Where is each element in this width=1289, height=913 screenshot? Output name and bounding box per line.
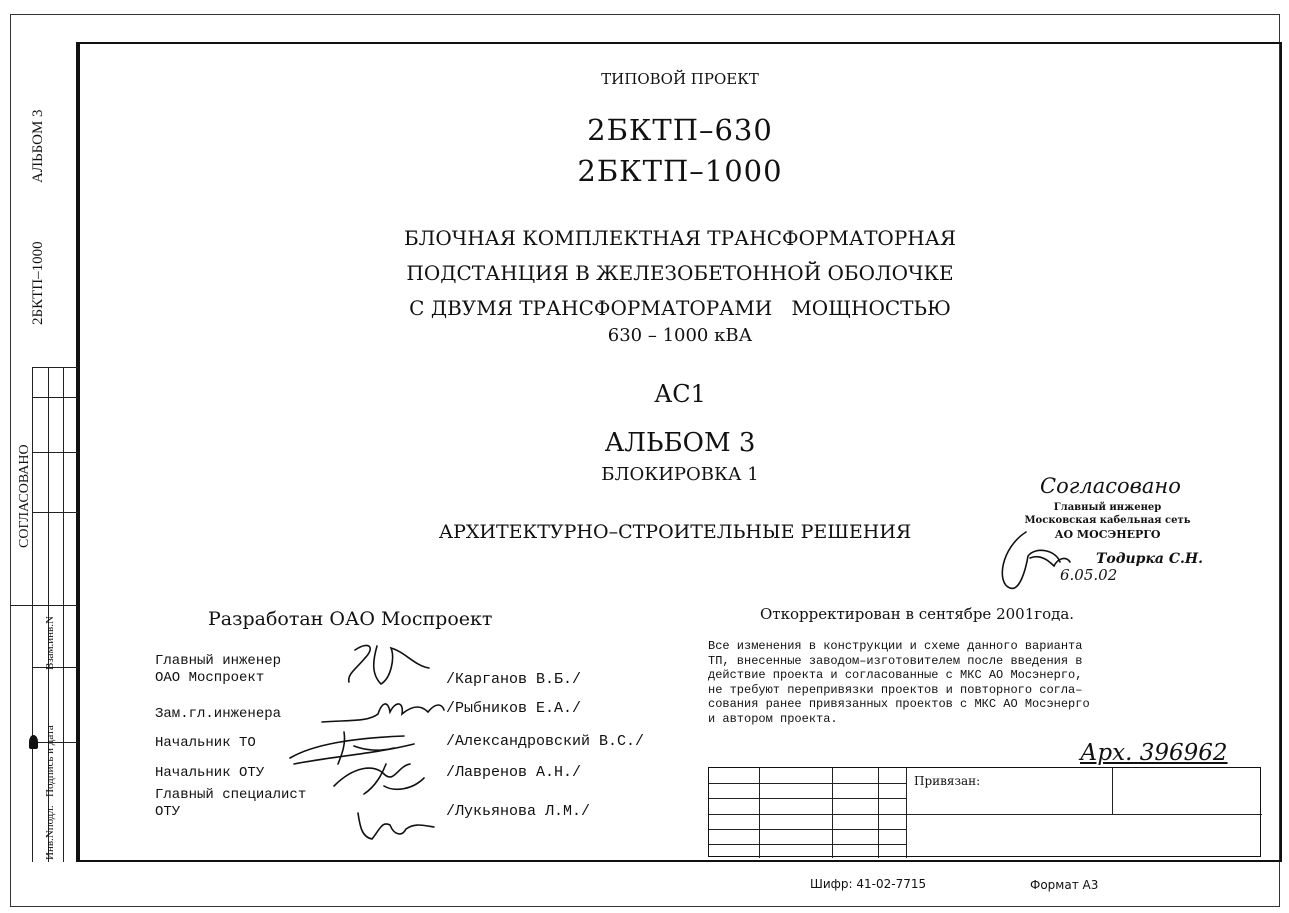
developer-title: Разработан ОАО Моспроект [208, 608, 493, 630]
role-chief-specialist: Главный специалист ОТУ [155, 787, 307, 820]
side-mark-icon [29, 735, 38, 749]
stamp-line-2: Московская кабельная сеть [1024, 515, 1191, 526]
format-label: Формат А3 [1030, 878, 1099, 892]
stamp-line-3: АО МОСЭНЕРГО [1054, 528, 1161, 541]
signature-rybnikov [318, 692, 448, 728]
desc-line-1: БЛОЧНАЯ КОМПЛЕКТНАЯ ТРАНСФОРМАТОРНАЯ [403, 226, 957, 250]
role-chief-engineer: Главный инженер ОАО Моспроект [155, 653, 282, 686]
role-head-to: Начальник ТО [155, 735, 256, 751]
cipher: Шифр: 41-02-7715 [810, 877, 927, 891]
stamp-handwritten: Согласовано [1040, 474, 1181, 498]
desc-line-2: ПОДСТАНЦИЯ В ЖЕЛЕЗОБЕТОННОЙ ОБОЛОЧКЕ [406, 261, 954, 285]
side-code-label: 2БКТП–1000 [30, 241, 46, 325]
role-head-otu: Начальник ОТУ [155, 765, 265, 781]
revision-text: Все изменения в конструкции и схеме данного варианта ТП, внесенные заводом–изготовителем после введения в действие проекта и согласованные с МКС АО Мосэнерго, не требуют перепривязки проектов и повторного согла– сования ранее привязанных проектов с МКС АО Мосэнерго и автором проекта. [708, 639, 1090, 726]
desc-line-4: 630 – 1000 кВА [607, 325, 753, 346]
archive-number: Арх. 396962 [1080, 740, 1228, 766]
project-code-1000: 2БКТП–1000 [577, 154, 783, 188]
name-lavrenov: /Лавренов А.Н./ [446, 764, 582, 781]
album-number: АЛЬБОМ 3 [604, 428, 756, 458]
role-deputy-engineer: Зам.гл.инженера [155, 706, 282, 722]
name-aleksandrovsky: /Александровский В.С./ [446, 733, 645, 750]
section-code: АС1 [654, 380, 706, 408]
signature-lavrenov [324, 756, 434, 800]
name-lukyanova: /Лукьянова Л.М./ [446, 803, 591, 820]
block-number: БЛОКИРОВКА 1 [601, 464, 759, 485]
side-agreed-label: СОГЛАСОВАНО [17, 444, 32, 548]
stamp-name: Тодирка С.Н. [1096, 551, 1203, 567]
stamp-signature [996, 528, 1106, 594]
name-karganov: /Карганов В.Б./ [446, 671, 582, 688]
project-code-630: 2БКТП–630 [587, 113, 773, 147]
name-rybnikov: /Рыбников Е.А./ [446, 700, 582, 717]
side-album-label: АЛЬБОМ 3 [30, 109, 46, 183]
side-signature-label: Подпись и дата [44, 725, 56, 797]
stamp-date: 6.05.02 [1060, 566, 1118, 584]
project-type: ТИПОВОЙ ПРОЕКТ [601, 70, 759, 88]
section-title: АРХИТЕКТУРНО–СТРОИТЕЛЬНЫЕ РЕШЕНИЯ [438, 521, 912, 543]
side-replace-label: Взам.инв.N [44, 616, 56, 670]
bound-label: Привязан: [914, 774, 981, 788]
signature-lukyanova [350, 805, 440, 845]
revision-title: Откорректирован в сентябре 2001года. [760, 605, 1075, 623]
title-block [708, 767, 1261, 857]
desc-line-3: С ДВУМЯ ТРАНСФОРМАТОРАМИ МОЩНОСТЬЮ [409, 296, 951, 320]
side-inv-label: Инв.Nподл. [44, 805, 56, 860]
signature-karganov [335, 638, 445, 693]
stamp-line-1: Главный инженер [1053, 502, 1162, 513]
